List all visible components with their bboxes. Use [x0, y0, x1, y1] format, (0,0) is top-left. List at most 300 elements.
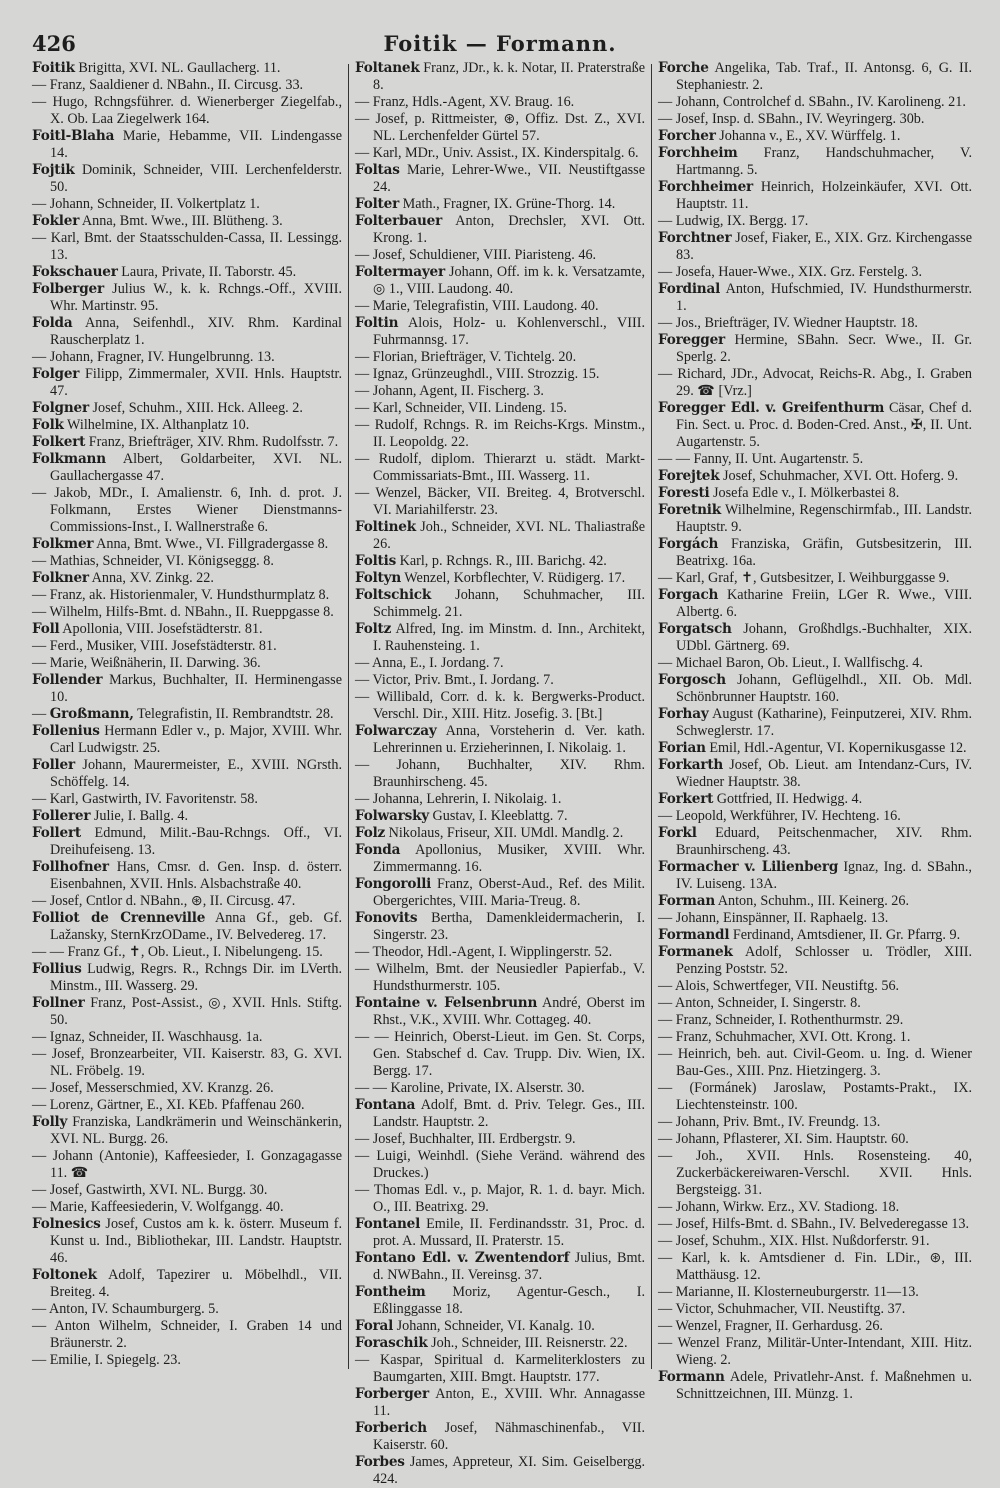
directory-entry: [658, 1114, 972, 1131]
directory-entry: [658, 1233, 972, 1250]
entry-dash: —: [658, 1284, 676, 1300]
entry-dash: — —: [355, 1029, 395, 1045]
directory-entry: [32, 604, 342, 621]
directory-entry: [32, 213, 342, 230]
entry-dash: —: [658, 1335, 678, 1351]
entry-details: Karl, k. k. Amtsdiener d. Fin. LDir., ⊛, III. Matthäusg. 12.: [676, 1250, 972, 1283]
entry-surname: Forgosch: [658, 672, 726, 688]
entry-details: Theodor, Hdl.-Agent, I. Wipplingerstr. 52.: [372, 944, 613, 960]
entry-details: Franz Gf., ✝, Ob. Lieut., I. Nibelungeng. 15.: [67, 944, 323, 960]
entry-surname: Folberger: [32, 281, 104, 297]
entry-surname: Forcher: [658, 128, 716, 144]
entry-dash: —: [355, 757, 397, 773]
directory-entry: [355, 1420, 645, 1454]
directory-entry: [32, 1182, 342, 1199]
entry-dash: —: [658, 1029, 676, 1045]
directory-entry: [658, 570, 972, 587]
entry-surname: Folkmer: [32, 536, 94, 552]
entry-surname: Folkmann: [32, 451, 106, 467]
entry-details: Heinrich, beh. aut. Civil-Geom. u. Ing. d. Wiener Bau-Ges., XIII. Pnz. Hietzingerg. 3.: [676, 1046, 972, 1079]
entry-surname: Fokschauer: [32, 264, 118, 280]
directory-entry: [32, 808, 342, 825]
entry-details: Victor, Schuhmacher, VII. Neustiftg. 37.: [675, 1301, 906, 1317]
directory-entry: [355, 94, 645, 111]
entry-details: Josef, Schuhm., XIX. Hlst. Nußdorferstr. 91.: [675, 1233, 930, 1249]
entry-dash: —: [355, 1352, 381, 1368]
entry-dash: —: [658, 910, 676, 926]
directory-entry: [32, 1199, 342, 1216]
entry-details: Johanna, Lehrerin, I. Nikolaig. 1.: [372, 791, 562, 807]
directory-entry: [32, 706, 342, 723]
directory-entry: [658, 1131, 972, 1148]
directory-entry: [32, 553, 342, 570]
directory-entry: [658, 1318, 972, 1335]
entry-surname: Foltermayer: [355, 264, 445, 280]
entry-dash: —: [355, 961, 377, 977]
entry-details: Anton, Schneider, I. Singerstr. 8.: [674, 995, 861, 1011]
entry-dash: —: [658, 1114, 676, 1130]
directory-entry: [32, 621, 342, 638]
entry-details: Willibald, Corr. d. k. k. Bergwerks-Product. Verschl. Dir., XIII. Hitz. Josefig. 3. [Bt.]: [373, 689, 645, 722]
entry-surname: Forchheimer: [658, 179, 753, 195]
entry-dash: —: [355, 298, 373, 314]
entry-details: Wenzel Franz, Militär-Unter-Intendant, XIII. Hitz. Wieng. 2.: [676, 1335, 972, 1368]
entry-surname: Folk: [32, 417, 64, 433]
directory-entry: [658, 910, 972, 927]
entry-details: Adolf, Tapezirer u. Möbelhdl., VII. Breiteg. 4.: [50, 1267, 342, 1300]
entry-details: Hugo, Rchngsführer. d. Wienerberger Ziegelfab., X. Ob. Laa Ziegelwerk 164.: [50, 94, 342, 127]
directory-entry: [355, 995, 645, 1029]
entry-dash: —: [658, 1046, 678, 1062]
directory-entry: [355, 876, 645, 910]
entry-surname: Folnesics: [32, 1216, 101, 1232]
entry-surname: Fonovits: [355, 910, 418, 926]
entry-details: Luigi, Weinhdl. (Siehe Veränd. während des Druckes.): [373, 1148, 646, 1181]
directory-entry: [32, 1216, 342, 1267]
entry-surname: Foresti: [658, 485, 710, 501]
entry-dash: —: [355, 672, 373, 688]
entry-details: Gustav, I. Kleeblattg. 7.: [428, 808, 568, 824]
entry-details: Karl, Gastwirth, IV. Favoritenstr. 58.: [49, 791, 258, 807]
entry-details: Mathias, Schneider, VI. Königseggg. 8.: [49, 553, 274, 569]
entry-surname: Foretnik: [658, 502, 721, 518]
entry-details: Josef, p. Rittmeister, ⊛, Offiz. Dst. Z., XVI. NL. Lerchenfelder Gürtel 57.: [373, 111, 645, 144]
entry-surname: Forgách: [658, 536, 719, 552]
directory-entry: [658, 1369, 972, 1403]
directory-entry: [355, 298, 645, 315]
entry-details: Ferdinand, Amtsdiener, II. Gr. Pfarrg. 9.: [729, 927, 961, 943]
entry-details: Jos., Briefträger, IV. Wiedner Hauptstr. 18.: [675, 315, 918, 331]
entry-details: Anna, Bmt. Wwe., III. Blütheng. 3.: [79, 213, 283, 229]
entry-details: Johann, Geflügelhdl., XII. Ob. Mdl. Schönbrunner Hauptstr. 160.: [676, 672, 972, 705]
entry-dash: —: [32, 791, 50, 807]
directory-entry: [658, 1250, 972, 1284]
entry-details: Marie, Hebamme, VII. Lindengasse 14.: [50, 128, 342, 161]
directory-entry: [658, 230, 972, 264]
entry-surname: Foltonek: [32, 1267, 97, 1283]
entry-details: Wilhelm, Bmt. der Neusiedler Papierfab., V. Hundsthurmerstr. 105.: [373, 961, 645, 994]
directory-entry: [355, 315, 645, 349]
entry-surname: Formacher v. Lilienberg: [658, 859, 839, 875]
directory-entry: [355, 1097, 645, 1131]
entry-details: Josef, Bronzearbeiter, VII. Kaiserstr. 83, G. XVI. NL. Fröbelg. 19.: [50, 1046, 342, 1079]
entry-surname: Folly: [32, 1114, 68, 1130]
entry-dash: —: [32, 893, 50, 909]
entry-dash: —: [355, 1148, 377, 1164]
entry-surname: Follius: [32, 961, 82, 977]
directory-entry: [32, 638, 342, 655]
entry-surname: Forkarth: [658, 757, 724, 773]
entry-details: Franziska, Gräfin, Gutsbesitzerin, III. Beatrixg. 16a.: [676, 536, 972, 569]
entry-surname: Fontana: [355, 1097, 416, 1113]
entry-details: Franz, Schuhmacher, XVI. Ott. Krong. 1.: [675, 1029, 911, 1045]
entry-surname: Forche: [658, 60, 709, 76]
entry-surname: Großmann,: [49, 706, 134, 722]
entry-details: Katharine Freiin, LGer R. Wwe., VIII. Albertg. 6.: [676, 587, 972, 620]
directory-entry: [355, 451, 645, 485]
entry-dash: —: [32, 1199, 50, 1215]
entry-dash: —: [32, 638, 50, 654]
entry-surname: Foral: [355, 1318, 394, 1334]
entry-dash: —: [32, 706, 50, 722]
entry-details: Karl, Schneider, VII. Lindeng. 15.: [372, 400, 567, 416]
directory-entry: [355, 264, 645, 298]
directory-entry: [32, 672, 342, 706]
directory-entry: [355, 1352, 645, 1386]
entry-details: Michael Baron, Ob. Lieut., I. Wallfischg. 4.: [675, 655, 923, 671]
directory-entry: [355, 825, 645, 842]
directory-entry: [355, 791, 645, 808]
entry-surname: Fontano Edl. v. Zwentendorf: [355, 1250, 570, 1266]
entry-dash: —: [355, 944, 373, 960]
entry-details: Heinrich, Oberst-Lieut. im Gen. St. Corps, Gen. Stabschef d. Cav. Trupp. Div. Wien, IX. Bergg. 17.: [373, 1029, 646, 1079]
entry-dash: —: [32, 587, 50, 603]
entry-dash: —: [658, 1199, 676, 1215]
directory-entry: [658, 213, 972, 230]
entry-details: Adolf, Schlosser u. Trödler, XIII. Penzing Poststr. 52.: [676, 944, 972, 977]
entry-surname: Folda: [32, 315, 73, 331]
directory-entry: [32, 60, 342, 77]
entry-surname: Folliot de Crenneville: [32, 910, 206, 926]
entry-surname: Formann: [658, 1369, 725, 1385]
entry-details: Johann, Controlchef d. SBahn., IV. Karolineng. 21.: [675, 94, 966, 110]
entry-dash: —: [32, 604, 50, 620]
entry-dash: —: [658, 995, 675, 1011]
directory-entry: [658, 621, 972, 655]
entry-details: Adele, Privatlehr-Anst. f. Maßnehmen u. Schnittzeichnen, III. Münzg. 1.: [676, 1369, 972, 1402]
entry-details: Alois, Holz- u. Kohlenverschl., VIII. Fuhrmannsg. 17.: [373, 315, 645, 348]
entry-dash: —: [32, 1046, 52, 1062]
entry-dash: —: [658, 1012, 676, 1028]
entry-surname: Foltis: [355, 553, 397, 569]
entry-surname: Foregger Edl. v. Greifenthurm: [658, 400, 885, 416]
entry-surname: Foltinek: [355, 519, 416, 535]
directory-entry: [32, 1318, 342, 1352]
entry-surname: Folkner: [32, 570, 89, 586]
directory-column-1: [32, 60, 342, 1369]
entry-dash: —: [32, 94, 53, 110]
directory-entry: [355, 1318, 645, 1335]
directory-entry: [355, 553, 645, 570]
entry-surname: Forgatsch: [658, 621, 732, 637]
entry-details: Anna, Vorsteherin d. Ver. kath. Lehrerinnen u. Erzieherinnen, I. Nikolaig. 1.: [373, 723, 645, 756]
entry-dash: —: [355, 655, 372, 671]
directory-entry: [355, 60, 645, 94]
entry-surname: Foltas: [355, 162, 400, 178]
entry-dash: —: [32, 1029, 50, 1045]
directory-entry: [32, 791, 342, 808]
entry-dash: —: [32, 1352, 50, 1368]
entry-surname: Fonda: [355, 842, 401, 858]
entry-details: Franz, Handschuhmacher, V. Hartmanng. 5.: [676, 145, 972, 178]
directory-entry: [658, 927, 972, 944]
directory-entry: [355, 672, 645, 689]
directory-entry: [658, 468, 972, 485]
entry-details: Johann (Antonie), Kaffeesieder, I. Gonzagagasse 11. ☎: [50, 1148, 342, 1181]
entry-dash: —: [32, 553, 50, 569]
directory-entry: [658, 536, 972, 570]
directory-entry: [32, 723, 342, 757]
entry-details: Anna, E., I. Jordang. 7.: [371, 655, 504, 671]
entry-details: Kaspar, Spiritual d. Karmeliterklosters zu Baumgarten, XIII. Bmgt. Hauptstr. 177.: [373, 1352, 646, 1385]
directory-entry: [355, 400, 645, 417]
directory-entry: [32, 400, 342, 417]
entry-surname: Follerer: [32, 808, 91, 824]
directory-entry: [658, 859, 972, 893]
entry-surname: Fordinal: [658, 281, 721, 297]
entry-details: Math., Fragner, IX. Grüne-Thorg. 14.: [399, 196, 616, 212]
directory-entry: [32, 264, 342, 281]
entry-surname: Follhofner: [32, 859, 109, 875]
entry-surname: Follner: [32, 995, 85, 1011]
entry-dash: —: [355, 383, 373, 399]
column-divider: [348, 64, 349, 1369]
directory-entry: [32, 944, 342, 961]
directory-entry: [32, 349, 342, 366]
directory-entry: [658, 1080, 972, 1114]
entry-dash: —: [658, 1216, 676, 1232]
directory-entry: [32, 366, 342, 400]
entry-dash: —: [658, 1250, 682, 1266]
directory-entry: [355, 1250, 645, 1284]
directory-entry: [355, 587, 645, 621]
entry-dash: —: [658, 570, 676, 586]
directory-entry: [355, 247, 645, 264]
directory-entry: [32, 1097, 342, 1114]
entry-details: Johann, Wirkw. Erz., XV. Stadiong. 18.: [675, 1199, 900, 1215]
entry-details: Karoline, Private, IX. Alserstr. 30.: [390, 1080, 585, 1096]
entry-details: Heinrich, Holzeinkäufer, XVI. Ott. Hauptstr. 11.: [676, 179, 972, 212]
entry-surname: Folgner: [32, 400, 89, 416]
entry-details: Anna, XV. Zinkg. 22.: [88, 570, 214, 586]
entry-dash: —: [32, 655, 50, 671]
entry-dash: —: [355, 1131, 373, 1147]
directory-entry: [658, 706, 972, 740]
directory-entry: [355, 485, 645, 519]
entry-surname: Fontaine v. Felsenbrunn: [355, 995, 538, 1011]
directory-entry: [355, 417, 645, 451]
entry-details: Franz, Hdls.-Agent, XV. Braug. 16.: [372, 94, 575, 110]
entry-dash: —: [32, 1182, 50, 1198]
directory-entry: [658, 1199, 972, 1216]
entry-surname: Folz: [355, 825, 386, 841]
directory-entry: [355, 1131, 645, 1148]
entry-details: Marie, Weißnäherin, II. Darwing. 36.: [49, 655, 261, 671]
entry-details: Josef, Custos am k. k. österr. Museum f. Kunst u. Ind., Bibliothekar, III. Landstr. Hauptstr. 46.: [50, 1216, 342, 1266]
entry-dash: —: [658, 315, 676, 331]
directory-entry: [658, 111, 972, 128]
entry-dash: —: [658, 94, 676, 110]
directory-entry: [658, 893, 972, 910]
entry-details: Marianne, II. Klosterneuburgerstr. 11—13.: [675, 1284, 919, 1300]
entry-dash: —: [658, 1318, 676, 1334]
entry-dash: —: [32, 1301, 49, 1317]
entry-details: Victor, Priv. Bmt., I. Jordang. 7.: [372, 672, 554, 688]
directory-entry: [32, 961, 342, 995]
directory-entry: [355, 689, 645, 723]
entry-surname: Follenius: [32, 723, 100, 739]
directory-entry: [32, 1352, 342, 1369]
entry-dash: —: [32, 1318, 55, 1334]
directory-entry: [658, 740, 972, 757]
entry-details: Josef, Ob. Lieut. am Intendanz-Curs, IV. Wiedner Hauptstr. 38.: [676, 757, 972, 790]
entry-surname: Forejtek: [658, 468, 720, 484]
entry-details: Johann, Off. im k. k. Versatzamte, ◎ 1., VIII. Laudong. 40.: [373, 264, 645, 297]
entry-surname: Follender: [32, 672, 103, 688]
directory-column-3: [658, 60, 972, 1403]
entry-surname: Forkl: [658, 825, 697, 841]
directory-entry: [355, 1284, 645, 1318]
directory-entry: [658, 587, 972, 621]
entry-surname: Folterbauer: [355, 213, 443, 229]
entry-details: Cäsar, Chef d. Fin. Sect. u. Proc. d. Boden-Cred. Anst., ✠, II. Unt. Augartenstr. 5.: [676, 400, 972, 450]
entry-details: Karl, Graf, ✝, Gutsbesitzer, I. Weihburggasse 9.: [675, 570, 950, 586]
entry-details: Alois, Schwertfeger, VII. Neustiftg. 56.: [674, 978, 900, 994]
directory-entry: [658, 1046, 972, 1080]
entry-surname: Forkert: [658, 791, 714, 807]
entry-dash: —: [658, 1131, 676, 1147]
entry-dash: —: [32, 1148, 53, 1164]
directory-entry: [355, 162, 645, 196]
entry-details: Johann, Fragner, IV. Hungelbrunng. 13.: [49, 349, 275, 365]
entry-details: Eduard, Peitschenmacher, XIV. Rhm. Braunhirscheng. 43.: [676, 825, 972, 858]
entry-surname: Foitik: [32, 60, 75, 76]
entry-details: Lorenz, Gärtner, E., XI. KEb. Pfaffenau 260.: [49, 1097, 305, 1113]
directory-column-2: [355, 60, 645, 1488]
entry-details: Ignaz, Grünzeughdl., VIII. Strozzig. 15.: [372, 366, 600, 382]
directory-entry: [658, 995, 972, 1012]
entry-details: Albert, Goldarbeiter, XVI. NL. Gaullachergasse 47.: [50, 451, 342, 484]
entry-details: James, Appreteur, XI. Sim. Geiselbergg. 424.: [373, 1454, 645, 1487]
directory-entry: [32, 587, 342, 604]
entry-details: Wilhelm, Hilfs-Bmt. d. NBahn., II. Rueppgasse 8.: [49, 604, 334, 620]
entry-dash: — —: [355, 1080, 391, 1096]
entry-surname: Fongorolli: [355, 876, 432, 892]
directory-entry: [355, 570, 645, 587]
entry-details: Ignaz, Schneider, II. Waschhausg. 1a.: [49, 1029, 263, 1045]
directory-entry: [658, 502, 972, 536]
entry-details: Anton, E., XVIII. Whr. Annagasse 11.: [373, 1386, 645, 1419]
entry-details: Adolf, Bmt. d. Priv. Telegr. Ges., III. Landstr. Hauptstr. 2.: [373, 1097, 645, 1130]
entry-details: Josef, Buchhalter, III. Erdbergstr. 9.: [372, 1131, 576, 1147]
entry-details: Gottfried, II. Hedwigg. 4.: [713, 791, 863, 807]
entry-dash: —: [355, 417, 375, 433]
directory-entry: [32, 281, 342, 315]
entry-surname: Fokler: [32, 213, 80, 229]
entry-details: Emilie, I. Spiegelg. 23.: [49, 1352, 181, 1368]
entry-dash: —: [32, 1080, 50, 1096]
entry-dash: —: [32, 77, 50, 93]
directory-entry: [32, 570, 342, 587]
directory-entry: [355, 349, 645, 366]
entry-dash: —: [658, 213, 676, 229]
entry-details: Josef, Messerschmied, XV. Kranzg. 26.: [49, 1080, 274, 1096]
entry-dash: —: [355, 366, 373, 382]
entry-details: Josef, Insp. d. SBahn., IV. Weyringerg. 30b.: [675, 111, 925, 127]
entry-details: Wilhelmine, Regenschirmfab., III. Landstr. Hauptstr. 9.: [676, 502, 972, 535]
entry-details: Telegrafistin, II. Rembrandtstr. 28.: [133, 706, 334, 722]
directory-entry: [32, 1301, 342, 1318]
running-head: Foitik — Formann.: [383, 31, 617, 56]
entry-dash: —: [355, 451, 379, 467]
entry-details: Brigitta, XVI. NL. Gaullacherg. 11.: [74, 60, 281, 76]
entry-details: Karl, Bmt. der Staatsschulden-Cassa, II. Lessingg. 13.: [50, 230, 343, 263]
entry-details: Johann, Maurermeister, E., XVIII. NGrsth. Schöffelg. 14.: [50, 757, 342, 790]
directory-entry: [32, 893, 342, 910]
entry-surname: Foltyn: [355, 570, 401, 586]
entry-surname: Foitl-Blaha: [32, 128, 115, 144]
directory-entry: [658, 281, 972, 315]
directory-entry: [32, 757, 342, 791]
directory-entry: [355, 808, 645, 825]
directory-entry: [32, 230, 342, 264]
entry-dash: —: [355, 485, 376, 501]
directory-entry: [658, 60, 972, 94]
entry-surname: Forian: [658, 740, 706, 756]
entry-dash: —: [355, 111, 376, 127]
entry-details: Joh., Schneider, III. Reisnerstr. 22.: [427, 1335, 628, 1351]
entry-details: Edmund, Milit.-Bau-Rchngs. Off., VI. Dreihufeiseng. 13.: [50, 825, 342, 858]
directory-entry: [658, 485, 972, 502]
directory-entry: [355, 213, 645, 247]
directory-entry: [355, 145, 645, 162]
directory-entry: [658, 451, 972, 468]
directory-entry: [32, 1267, 342, 1301]
entry-dash: —: [658, 808, 676, 824]
entry-surname: Forberich: [355, 1420, 427, 1436]
entry-details: Jakob, MDr., I. Amalienstr. 6, Inh. d. prot. J. Folkmann, Erstes Wiener Dienstmanns-Commissions-Inst., I. Wallnerstraße 6.: [50, 485, 343, 535]
entry-details: Nikolaus, Friseur, XII. UMdl. Mandlg. 2.: [385, 825, 624, 841]
directory-entry: [658, 1335, 972, 1369]
entry-surname: Foltanek: [355, 60, 420, 76]
directory-entry: [32, 910, 342, 944]
entry-details: Alfred, Ing. im Minstm. d. Inn., Architekt, I. Rauhensteing. 1.: [373, 621, 645, 654]
entry-dash: —: [32, 485, 55, 501]
entry-details: Leopold, Werkführer, IV. Hechteng. 16.: [675, 808, 901, 824]
directory-entry: [355, 961, 645, 995]
entry-details: Apollonius, Musiker, XVIII. Whr. Zimmermanng. 16.: [373, 842, 645, 875]
column-divider: [651, 64, 652, 1369]
entry-details: Filipp, Zimmermaler, XVII. Hnls. Hauptstr. 47.: [50, 366, 342, 399]
directory-entry: [32, 1114, 342, 1148]
entry-details: Apollonia, VIII. Josefstädterstr. 81.: [59, 621, 263, 637]
directory-entry: [658, 264, 972, 281]
entry-details: Josef, Schuhm., XIII. Hck. Alleeg. 2.: [88, 400, 303, 416]
entry-dash: —: [658, 1080, 690, 1096]
entry-surname: Fojtik: [32, 162, 75, 178]
entry-details: Josef, Schuhmacher, XVI. Ott. Hoferg. 9.: [719, 468, 959, 484]
directory-entry: [658, 400, 972, 451]
